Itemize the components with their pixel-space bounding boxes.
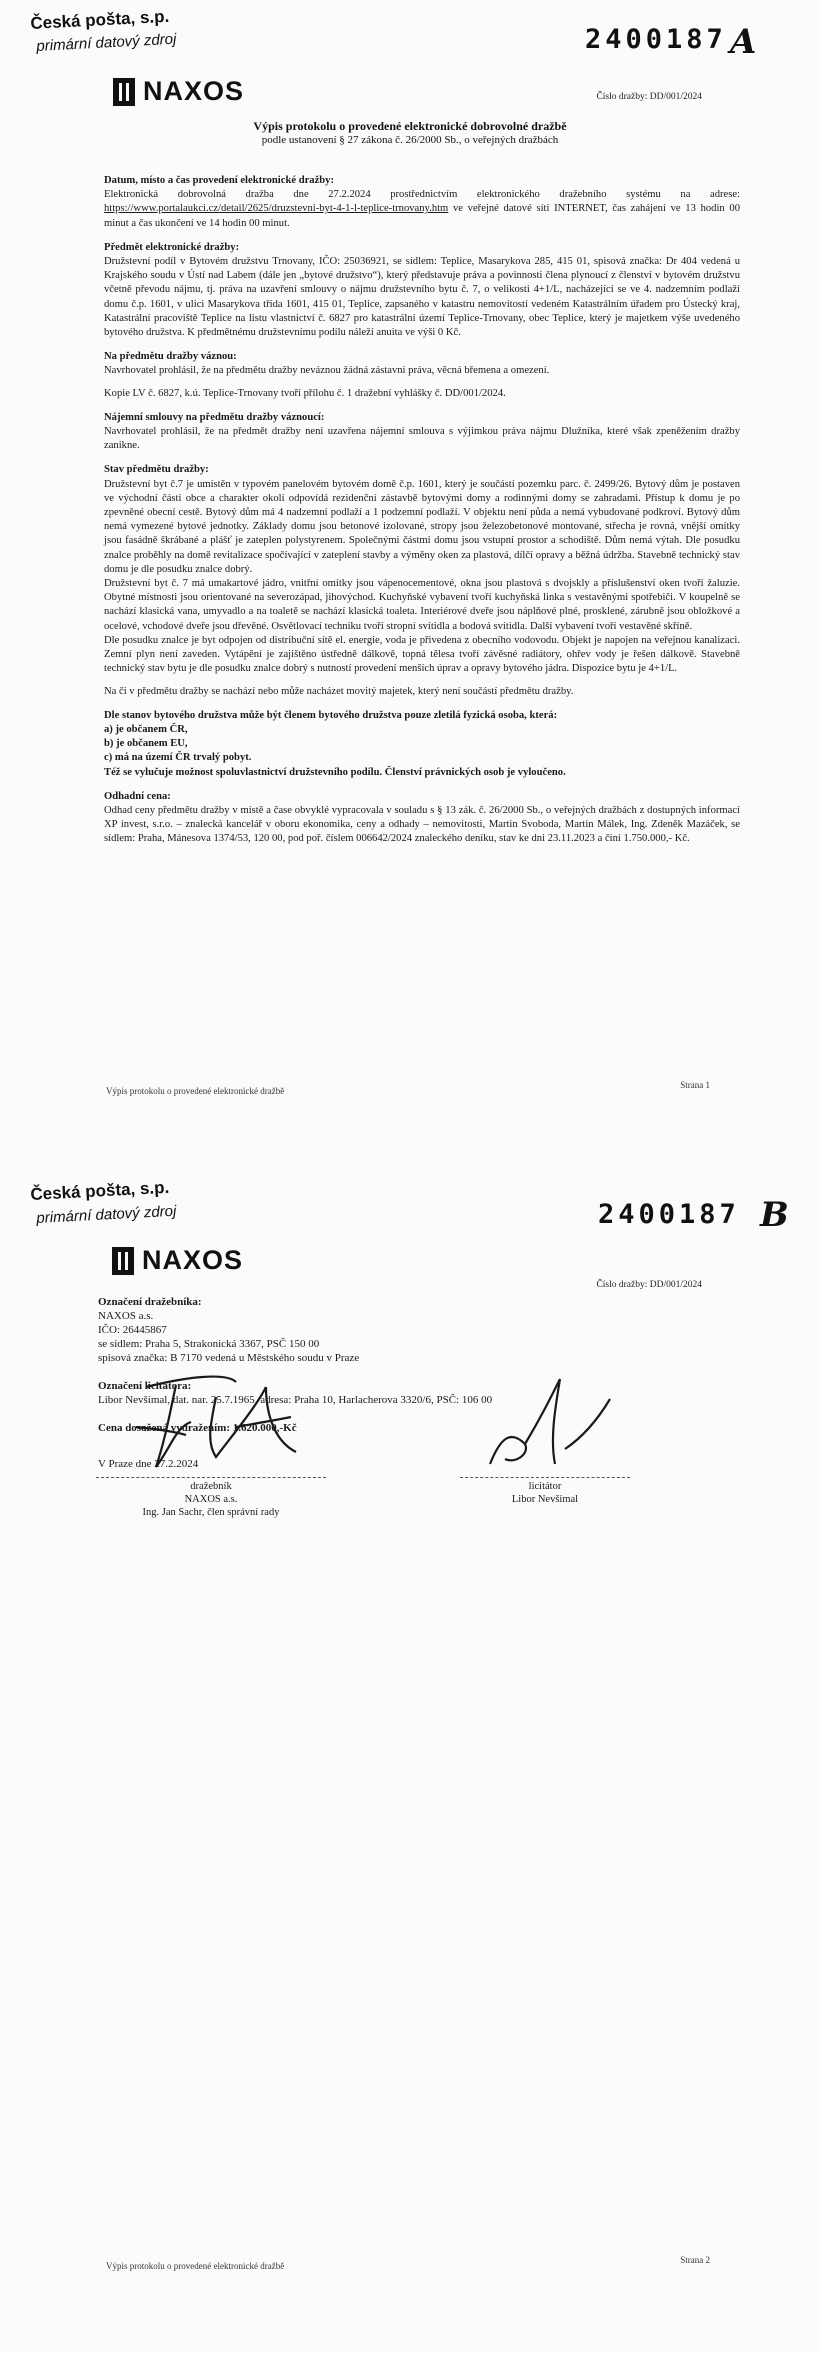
signing-date: V Praze dne 27.2.2024 <box>98 1458 199 1470</box>
page-1 <box>0 0 820 1176</box>
document-number: 2400187 <box>598 1199 740 1230</box>
auctioneer-id: IČO: 26445867 <box>98 1324 167 1336</box>
section-condition <box>104 463 740 698</box>
signature-role: licitátor <box>528 1481 562 1492</box>
post-stamp-sub: primární datový zdroj <box>36 1202 177 1227</box>
naxos-logo-icon <box>113 78 135 106</box>
section-heading: Stav předmětu dražby: <box>104 464 209 476</box>
naxos-logo-icon <box>112 1247 134 1275</box>
licitator-heading: Označení licitátora: <box>98 1380 192 1392</box>
section-text: Dle posudku znalce je byt odpojen od distribuční sítě el. energie, voda je přivedena z obecního vodovodu. Objekt je napojen na veřejnou kanalizaci. Zemní plyn není zaveden. Vytápění je zajištěno ústředně dálkově, topná tělesa tvoří závěsné radiátory, ohřev vody je řešen dálkově. Stavebně technický stav bytu je dle posudku znalce dobrý s nutností provedení menších úprav a opravy bytového jádra. Dispozice bytu je 4+1/L. <box>104 634 740 675</box>
section-text: Kopie LV č. 6827, k.ú. Teplice-Trnovany tvoří přílohu č. 1 dražební vyhlášky č. DD/001/2024. <box>104 387 506 399</box>
section-text <box>104 188 740 231</box>
document-title: Výpis protokolu o provedené elektronické dobrovolné dražbě <box>253 119 567 133</box>
page1-content <box>104 164 740 847</box>
section-text: Navrhovatel prohlásil, že na předmětu dražby neváznou žádná zástavní práva, věcná břemena a omezení. <box>104 365 550 377</box>
signature-licitator <box>460 1477 630 1506</box>
section-text-part: Elektronická dobrovolná dražba dne 27.2.2024 prostřednictvím elektronického dražebního systému na adrese: <box>104 189 740 201</box>
section-text: Družstevní byt č. 7 má umakartové jádro, vnitřní omítky jsou vápenocementové, okna jsou plastová s dvojskly a příslušenství oken tvoří žaluzie. Obytné místnosti jsou orientované na severozápad, jihovýchod. Kuchyňské vybavení tvoří kuchyňská linka s vestavěnými spotřebiči. V koupelně se nachází klasická vana, umyvadlo a na toaletě se nachází klasická toaleta. Interiérové dveře jsou náplňové plné, prosklené, zárubně jsou obložkové a ocelové, vchodové dveře jsou dřevěné. Osvětlovací techniku tvoří stropní svítidla a bodová svítidla. Další vybavení tvoří vestavěné skříně. <box>104 578 740 632</box>
document-subtitle: podle ustanovení § 27 zákona č. 26/2000 Sb., o veřejných dražbách <box>261 134 559 146</box>
membership-condition: c) má na území ČR trvalý pobyt. <box>104 752 252 764</box>
auctioneer-name: NAXOS a.s. <box>98 1310 154 1322</box>
naxos-logo <box>113 76 244 107</box>
section-leases <box>104 411 740 454</box>
signature-auctioneer-icon <box>116 1367 316 1477</box>
post-stamp: Česká pošta, s.p. <box>30 1177 170 1204</box>
section-heading: Odhadní cena: <box>104 790 171 802</box>
signature-company: NAXOS a.s. <box>184 1494 238 1505</box>
auction-number: Číslo dražby: DD/001/2024 <box>596 1280 702 1290</box>
section-heading: Nájemní smlouvy na předmětu dražby váznoucí: <box>104 411 325 423</box>
document-number: 2400187 <box>585 24 727 55</box>
section-valuation <box>104 790 740 847</box>
section-membership <box>104 709 740 780</box>
section-text: Družstevní podíl v Bytovém družstvu Trnovany, IČO: 25036921, se sídlem: Teplice, Masarykova 285, 415 01, spisová značka: Dr 404 vedená u Krajského soudu v Ústí nad Labem (dále jen „bytové družstvo“), který představuje práva a povinnosti člena plynoucí z členství v bytovém družstvu včetně převodu nájmu, tj. práva na uzavření smlouvy o nájmu družstevního bytu č. 7, o velikosti 4+1/L, nacházející se ve 4. nadzemním podlaží domu č.p. 1601, v ulici Masarykova třída 1601, 415 01, Teplice, zapsaného v katastru nemovitostí vedeném Katastrálním úřadem pro Ústecký kraj, Katastrální pracoviště Teplice na listu vlastnictví č. 6827 pro katastrální území Teplice-Trnovany, obec Teplice, který je majetkem výše uvedeného bytového družstva. K předmětnému družstevnímu podílu náleží anuita ve výši 0 Kč. <box>104 256 740 339</box>
auction-number: Číslo dražby: DD/001/2024 <box>596 92 702 102</box>
section-subject <box>104 241 740 340</box>
final-price: Cena dosažená vydražením: 1.620.000,-Kč <box>98 1422 297 1434</box>
naxos-logo <box>112 1245 243 1276</box>
membership-condition: b) je občanem EU, <box>104 738 188 750</box>
membership-condition: Též se vylučuje možnost spoluvlastnictví družstevního podílu. Členství právnických osob je vyloučeno. <box>104 766 566 778</box>
section-text: Odhad ceny předmětu dražby v místě a čase obvyklé vypracovala v souladu s § 13 zák. č. 26/2000 Sb., o veřejných dražbách z dostupných informací XP invest, s.r.o. – znalecká kancelář v oboru ekonomika, ceny a odhady – nemovitosti, Martin Svoboda, Martin Málek, Ing. Zdeněk Mazáček, se sídlem: Praha, Mánesova 1374/53, 120 00, pod poř. číslem 006642/2024 znaleckého deníku, stav ke dni 23.11.2023 a činí 1.750.000,- Kč. <box>104 804 740 845</box>
section-date-place <box>104 174 740 231</box>
section-heading: Na předmětu dražby váznou: <box>104 351 237 363</box>
section-heading: Dle stanov bytového družstva může být členem bytového družstva pouze zletilá fyzická osoba, která: <box>104 709 558 721</box>
section-text-part: ve veřejné datové síti INTERNET, čas zahájení ve 13 hodin 00 minut a čas ukončení ve 14 hodin 00 minut. <box>104 203 740 229</box>
signature-auctioneer <box>96 1477 326 1519</box>
auctioneer-address: se sídlem: Praha 5, Strakonická 3367, PSČ 150 00 <box>98 1338 320 1350</box>
section-text: Na či v předmětu dražby se nachází nebo může nacházet movitý majetek, který není součástí předmětu dražby. <box>104 685 574 697</box>
signature-licitator-icon <box>470 1369 630 1479</box>
page-footer-title: Výpis protokolu o provedené elektronické dražbě <box>106 2261 285 2271</box>
post-stamp-sub: primární datový zdroj <box>36 30 177 55</box>
section-heading: Datum, místo a čas provedení elektronické dražby: <box>104 175 335 186</box>
section-text: Družstevní byt č.7 je umístěn v typovém panelovém bytovém domě č.p. 1601, který je součástí pozemku parc. č. 2499/26. Bytový dům je postaven ve východní části obce a charakter okolí odpovídá rezidenční zástavbě bytovými domy a rodinnými domy se zahradami. Přístup k domu je po zpevněné obecní cestě. Bytový dům má 4 nadzemní podlaží a 1 podzemní podlaží. V objektu není půda a nemá vybudované podkroví. Bytový dům nemá vymezené bytové jednotky. Základy domu jsou betonové izolované, stropy jsou železobetonové montované, střecha je rovná, vnější omítky jsou fasádně škrábané a plášť je zateplen polystyrenem. Společnými částmi domu jsou vstupní prostor a schodiště. Dům nemá výtah. Dle posudku znalce proběhly na domě revitalizace spočívající v zateplení stavby a výměny oken za plastová, dílčí opravy a běžná údržba. Stavebně technický stav domu je dle posudku znalce dobrý. <box>104 478 740 575</box>
post-stamp: Česká pošta, s.p. <box>30 6 170 33</box>
auction-link[interactable]: https://www.portalaukci.cz/detail/2625/druzstevni-byt-4-1-l-teplice-trnovany.htm <box>104 203 449 215</box>
document-letter: B <box>760 1195 789 1235</box>
signature-role: dražebník <box>190 1481 232 1492</box>
page-footer-title: Výpis protokolu o provedené elektronické dražbě <box>106 1086 285 1096</box>
signature-line <box>96 1477 326 1478</box>
signature-person: Libor Nevšímal <box>511 1494 579 1505</box>
section-encumbrances <box>104 350 740 401</box>
document-letter: A <box>730 22 757 62</box>
logo-text: NAXOS <box>143 76 245 106</box>
page-number: Strana 2 <box>680 2255 710 2265</box>
signature-person: Ing. Jan Sachr, člen správní rady <box>142 1507 280 1518</box>
membership-condition: a) je občanem ČR, <box>104 723 188 735</box>
auctioneer-heading: Označení dražebníka: <box>98 1296 202 1308</box>
page-number: Strana 1 <box>680 1080 710 1090</box>
auctioneer-registration: spisová značka: B 7170 vedená u Městského soudu v Praze <box>98 1352 360 1364</box>
logo-text: NAXOS <box>142 1245 244 1275</box>
page-2 <box>0 1177 820 2353</box>
section-heading: Předmět elektronické dražby: <box>104 241 240 253</box>
section-text: Navrhovatel prohlásil, že na předmět dražby není uzavřena nájemní smlouva s výjimkou práva nájmu Dlužníka, které však zpeněžením dražby zanikne. <box>104 426 740 452</box>
licitator-details: Libor Nevšímal, dat. nar. 25.7.1965, adresa: Praha 10, Harlacherova 3320/6, PSČ: 106 00 <box>98 1394 493 1406</box>
